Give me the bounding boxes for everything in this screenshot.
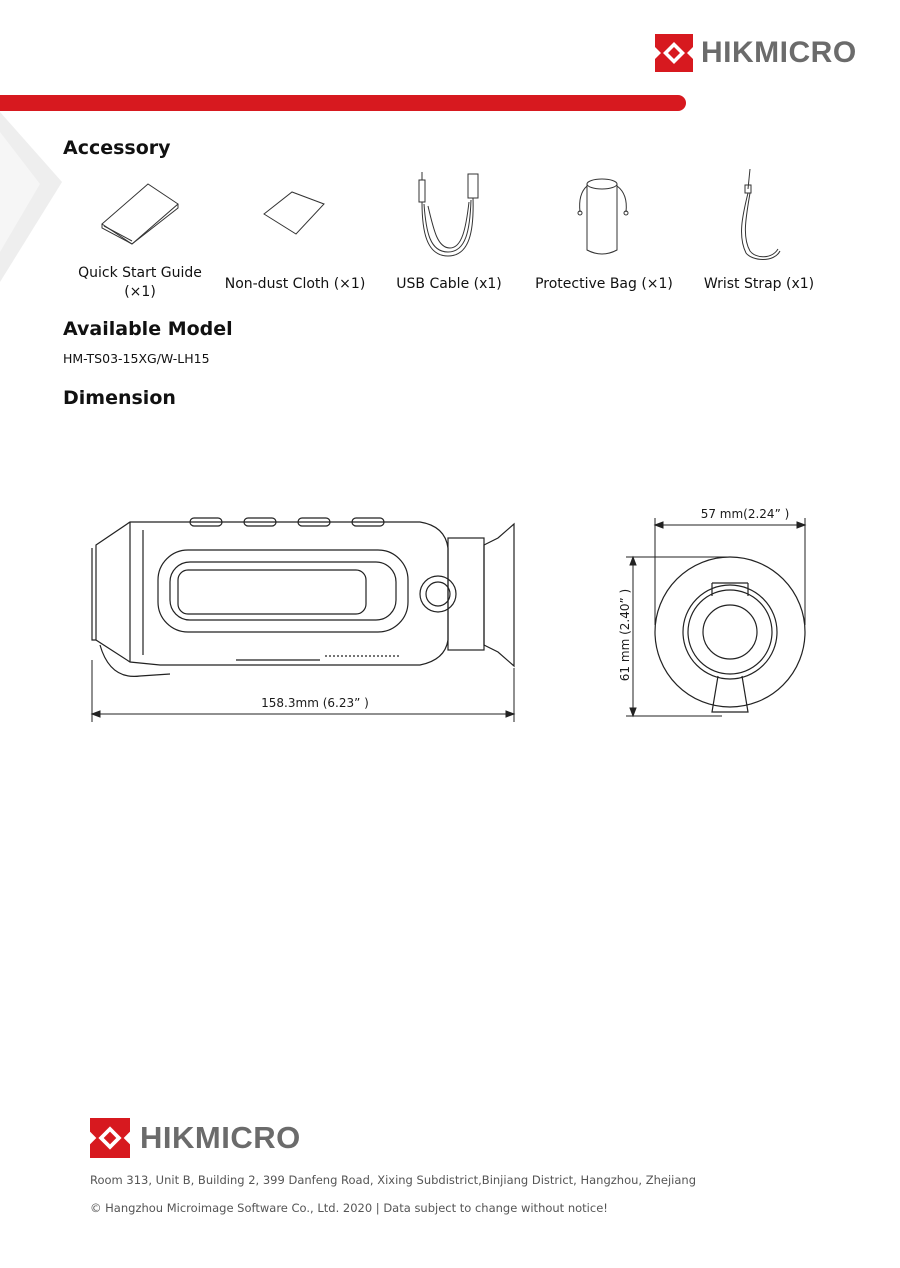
hikmicro-diamond-icon bbox=[90, 1118, 130, 1158]
accessory-label-wrist-strap: Wrist Strap (x1) bbox=[703, 276, 815, 292]
footer-copyright: © Hangzhou Microimage Software Co., Ltd. 2020 | Data subject to change without notice! bbox=[90, 1201, 608, 1215]
accessory-label-protective-bag: Protective Bag (×1) bbox=[535, 276, 673, 292]
dimension-title: Dimension bbox=[63, 387, 176, 409]
accessory-label-usb-cable: USB Cable (x1) bbox=[396, 276, 502, 292]
accessory-title: Accessory bbox=[63, 137, 171, 159]
width-dimension-label: 57 mm(2.24” ) bbox=[700, 507, 790, 521]
accessory-label-quick-start-guide: Quick Start Guide (×1) bbox=[78, 265, 202, 300]
footer-brand-name: HIKMICRO bbox=[140, 1120, 301, 1155]
length-dimension-label: 158.3mm (6.23” ) bbox=[261, 696, 369, 710]
model-number: HM-TS03-15XG/W-LH15 bbox=[63, 351, 210, 366]
accessory-label-non-dust-cloth: Non-dust Cloth (×1) bbox=[224, 276, 366, 292]
brand-name: HIKMICRO bbox=[701, 36, 857, 69]
height-dimension-label: 61 mm (2.40” ) bbox=[618, 588, 632, 682]
footer-logo bbox=[90, 1118, 301, 1158]
available-model-title: Available Model bbox=[63, 318, 233, 340]
footer-address: Room 313, Unit B, Building 2, 399 Danfeng Road, Xixing Subdistrict,Binjiang District, Hangzhou, Zhejiang bbox=[90, 1173, 696, 1187]
